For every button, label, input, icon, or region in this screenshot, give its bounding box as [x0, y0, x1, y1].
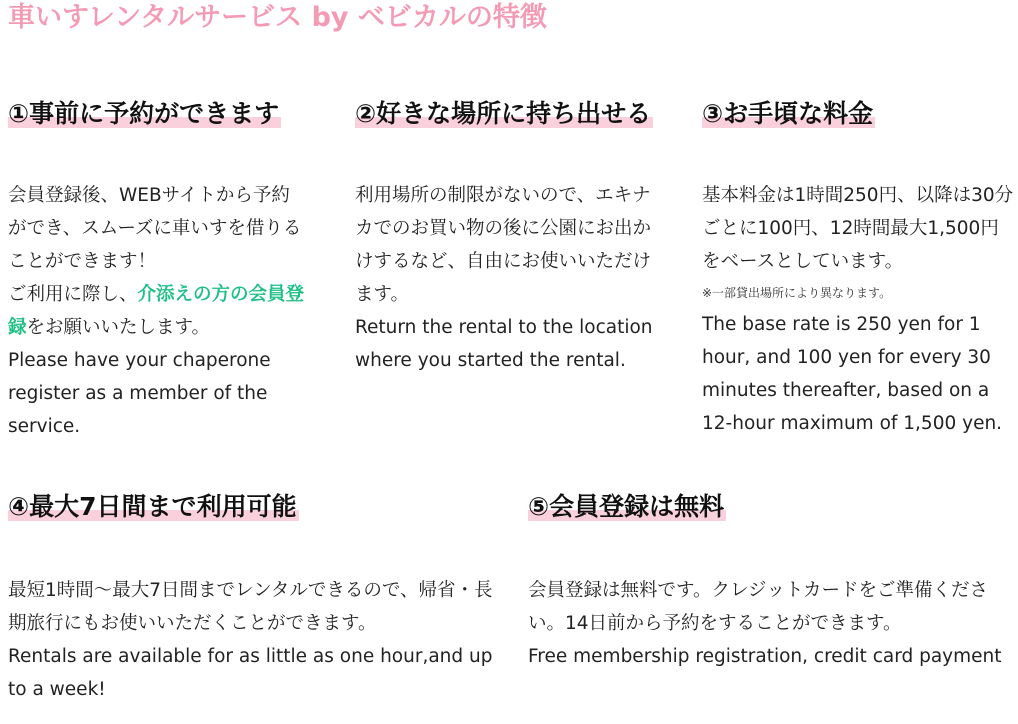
- feature-advance-reservation: [8, 92, 308, 443]
- feature-heading-text: ⑤会員登録は無料: [528, 492, 725, 521]
- feature-description-en: Rentals are available for as little as one hour,and up to a week!: [8, 646, 493, 700]
- feature-up-to-seven-days: [8, 485, 498, 706]
- feature-description: [702, 179, 1014, 440]
- pricing-footnote: ※一部貸出場所により異なります。: [702, 286, 892, 300]
- feature-description-en: Please have your chaperone register as a member of the service.: [8, 350, 271, 437]
- feature-description-ja: 利用場所の制限がないので、エキナカでのお買い物の後に公園にお出かけするなど、自由にお使いいただけます。: [355, 185, 652, 305]
- chaperone-registration-link[interactable]: 介添えの方の会員登録: [8, 284, 305, 338]
- feature-description-en: Return the rental to the location where you started the rental.: [355, 317, 653, 371]
- feature-heading: [355, 92, 665, 136]
- feature-description-ja: 基本料金は1時間250円、以降は30分ごとに100円、12時間最大1,500円をベースとしています。: [702, 185, 1014, 272]
- feature-free-membership: [528, 485, 1014, 673]
- feature-heading: [528, 485, 1014, 529]
- feature-heading: [702, 92, 1014, 136]
- feature-description-en: Free membership registration, credit card payment: [528, 646, 1002, 667]
- page-title: 車いすレンタルサービス by ベビカルの特徴: [8, 2, 547, 33]
- feature-take-anywhere: [355, 92, 665, 377]
- feature-description: [355, 179, 665, 377]
- feature-affordable-price: [702, 92, 1014, 440]
- feature-heading: [8, 485, 498, 529]
- feature-description: [8, 179, 308, 443]
- feature-description-ja: 最短1時間～最大7日間までレンタルできるので、帰省・長期旅行にもお使いいただくことができます。: [8, 580, 493, 634]
- feature-description-ja: 会員登録後、WEBサイトから予約ができ、スムーズに車いすを借りることができます！: [8, 185, 302, 272]
- feature-heading-text: ②好きな場所に持ち出せる: [355, 99, 652, 128]
- feature-description-ja-3: をお願いいたします。: [26, 317, 211, 338]
- feature-heading-text: ①事前に予約ができます: [8, 99, 280, 128]
- feature-description-ja: 会員登録は無料です。クレジットカードをご準備ください。14日前から予約をすることができます。: [528, 580, 989, 634]
- feature-heading-text: ③お手頃な料金: [702, 99, 874, 128]
- feature-description: [528, 574, 1014, 673]
- feature-description: [8, 574, 498, 706]
- feature-heading-text: ④最大7日間まで利用可能: [8, 492, 297, 521]
- feature-description-ja-2: ご利用に際し、: [8, 284, 138, 305]
- feature-heading: [8, 92, 308, 136]
- feature-description-en: The base rate is 250 yen for 1 hour, and 100 yen for every 30 minutes thereafter, based on a 12-hour maximum of 1,500 yen.: [702, 314, 1003, 434]
